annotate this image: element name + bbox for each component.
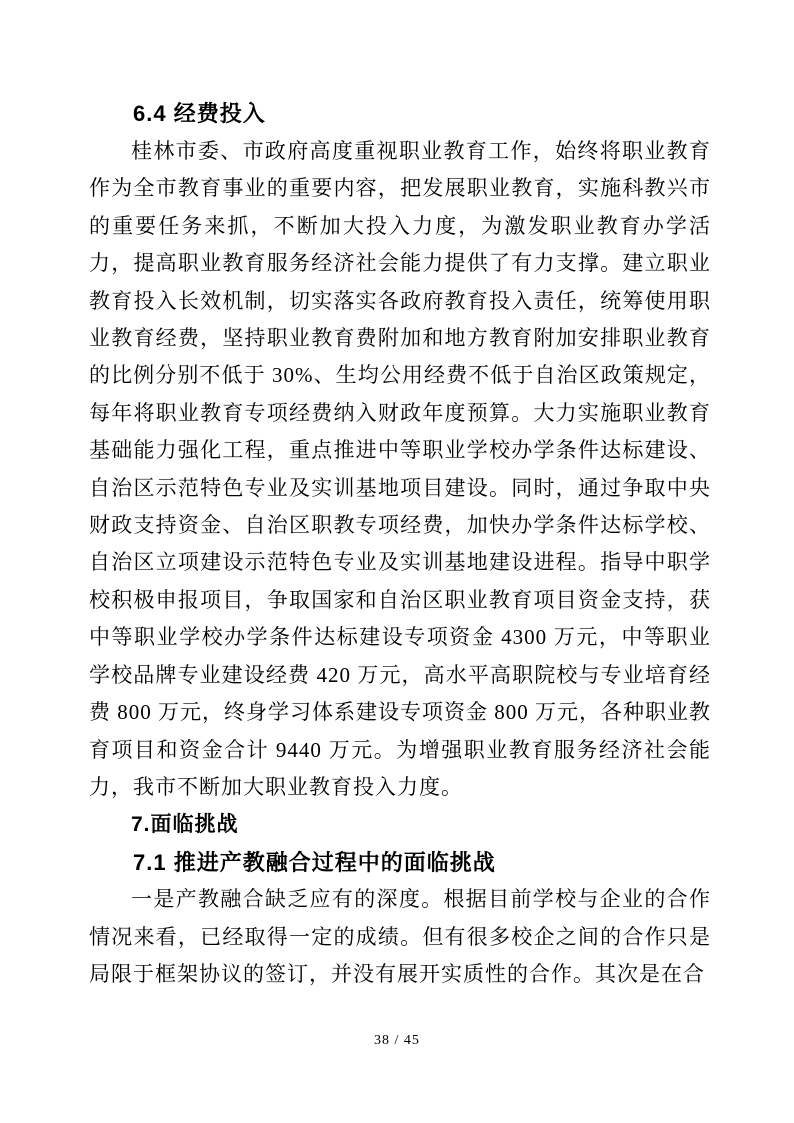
document-content xyxy=(89,95,711,993)
section-heading-7-1: 7.1 推进产教融合过程中的面临挑战 xyxy=(133,849,496,875)
paragraph-challenges: 一是产教融合缺乏应有的深度。根据目前学校与企业的合作情况来看，已经取得一定的成绩。但有很多校企之间的合作只是局限于框架协议的签订，并没有展开实质性的合作。其次是在合 xyxy=(89,887,711,986)
section-heading-6-4: 6.4 经费投入 xyxy=(133,101,266,126)
paragraph-funding-investment: 桂林市委、市政府高度重视职业教育工作，始终将职业教育作为全市教育事业的重要内容，把发展职业教育，实施科教兴市的重要任务来抓，不断加大投入力度，为激发职业教育办学活力，提高职业教育服务经济社会能力提供了有力支撑。建立职业教育投入长效机制，切实落实各政府教育投入责任，统筹使用职业教育经费，坚持职业教育费附加和地方教育附加安排职业教育的比例分别不低于 30%、生均公用经费不低于自治区政策规定，每年将职业教育专项经费纳入财政年度预算。大力实施职业教育基础能力强化工程，重点推进中等职业学校办学条件达标建设、自治区示范特色专业及实训基地项目建设。同时，通过争取中央财政支持资金、自治区职教专项经费，加快办学条件达标学校、自治区立项建设示范特色专业及实训基地建设进程。指导中职学校积极申报项目，争取国家和自治区职业教育项目资金支持，获中等职业学校办学条件达标建设专项资金 4300 万元，中等职业学校品牌专业建设经费 420 万元，高水平高职院校与专业培育经费 800 万元，终身学习体系建设专项资金 800 万元，各种职业教育项目和资金合计 9440 万元。为增强职业教育服务经济社会能力，我市不断加大职业教育投入力度。 xyxy=(89,139,711,799)
page-number-indicator: 38 / 45 xyxy=(374,1033,420,1048)
section-heading-7: 7.面临挑战 xyxy=(131,813,239,837)
page-footer xyxy=(0,1033,794,1049)
